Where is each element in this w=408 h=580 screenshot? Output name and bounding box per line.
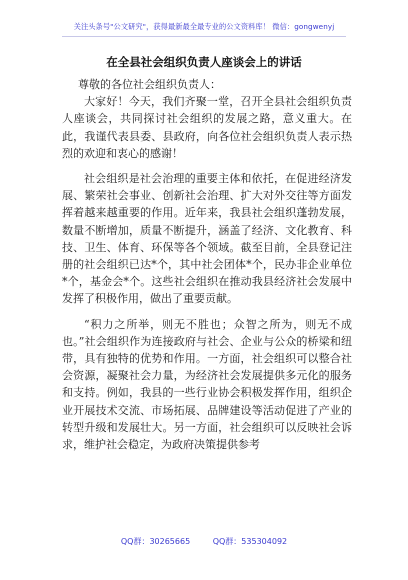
document-title: 在全县社会组织负责人座谈会上的讲话 xyxy=(106,55,302,69)
salutation: 尊敬的各位社会组织负责人： xyxy=(78,78,221,91)
paragraph-gap xyxy=(62,162,352,170)
header-banner: 关注头条号"公文研究"，获得最新最全最专业的公文资料库！ 微信：gongwenyj xyxy=(73,22,335,31)
paragraph-gap xyxy=(62,308,352,316)
footer-qq-group-2: QQ群：535304092 xyxy=(212,537,288,546)
header-divider xyxy=(62,36,346,37)
footer-qq-group-1: QQ群：30265665 xyxy=(120,537,191,546)
paragraph-1: 大家好！今天，我们齐聚一堂，召开全县社会组织负责人座谈会，共同探讨社会组织的发展之路，意义重大。在此，我谨代表县委、县政府，向各位社会组织负责人表示热烈的欢迎和衷心的感谢！ xyxy=(62,95,352,160)
footer xyxy=(0,536,408,547)
paragraph-2: 社会组织是社会治理的重要主体和依托，在促进经济发展、繁荣社会事业、创新社会治理、扩大对外交往等方面发挥着越来越重要的作用。近年来，我县社会组织蓬勃发展，数量不断增加，质量不断提升，涵盖了经济、文化教育、科技、卫生、体育、环保等各个领域。截至目前，全县登记注册的社会组织已达*个，其中社会团体*个，民办非企业单位*个，基金会*个。这些社会组织在推动我县经济社会发展中发挥了积极作用，做出了重要贡献。 xyxy=(62,172,352,306)
document-body xyxy=(62,76,352,453)
paragraph-3: “积力之所举，则无不胜也；众智之所为，则无不成也。”社会组织作为连接政府与社会、企业与公众的桥梁和纽带，具有独特的优势和作用。一方面，社会组织可以整合社会资源，凝聚社会力量，为经济社会发展提供多元化的服务和支持。例如，我县的一些行业协会积极发挥作用，组织企业开展技术交流、市场拓展、品牌建设等活动促进了产业的转型升级和发展壮大。另一方面，社会组织可以反映社会诉求，维护社会稳定，为政府决策提供参考 xyxy=(62,317,352,452)
